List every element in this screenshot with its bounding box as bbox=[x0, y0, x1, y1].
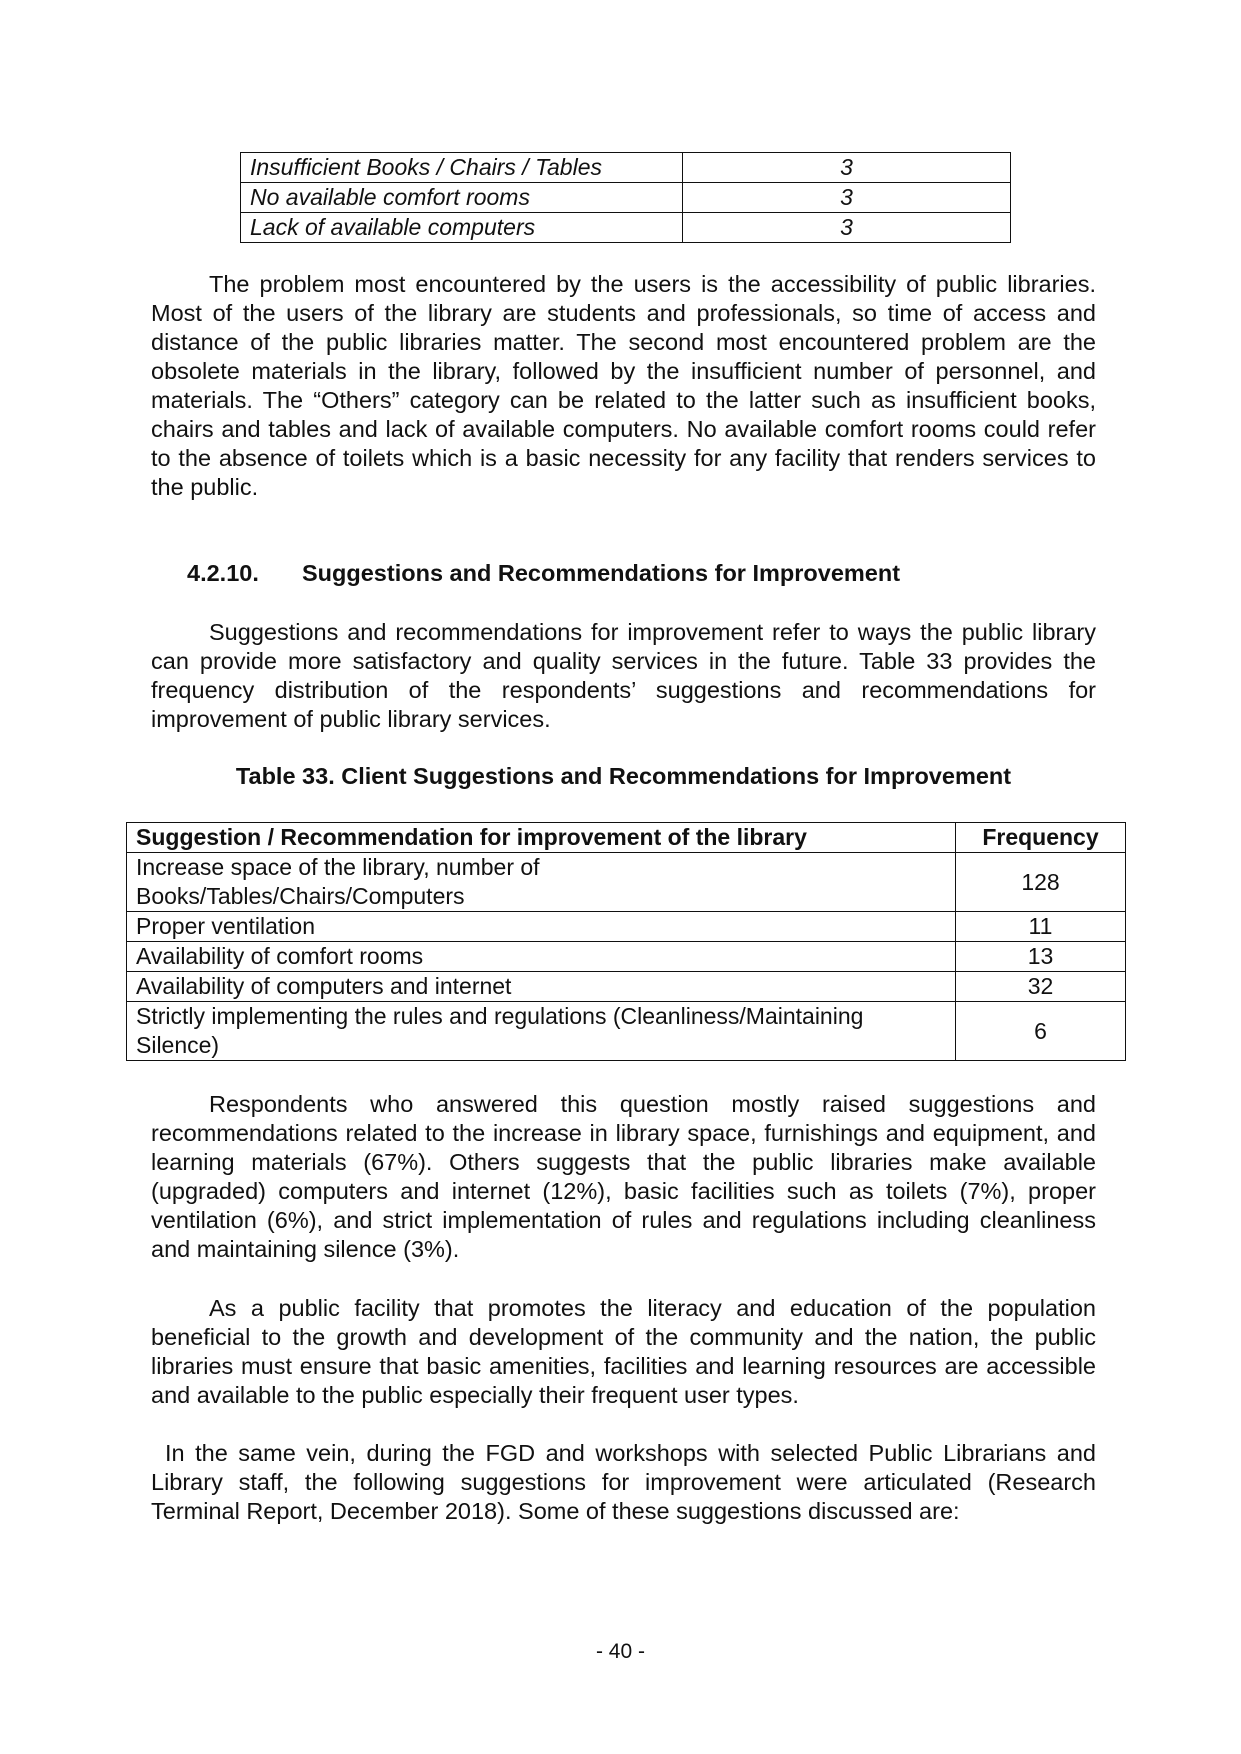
suggestion-cell: Availability of comfort rooms bbox=[127, 942, 956, 972]
frequency-cell: 32 bbox=[956, 972, 1126, 1002]
section-title: Suggestions and Recommendations for Improvement bbox=[302, 560, 901, 586]
section-heading bbox=[187, 560, 1087, 587]
problem-count: 3 bbox=[683, 153, 1011, 183]
paragraph-public-facility: As a public facility that promotes the literacy and education of the population beneficial to the growth and development of the community and the nation, the public libraries must ensure that basic amenities, facilities and learning resources are accessible and available to the public especially their frequent user types. bbox=[151, 1295, 1096, 1408]
suggestions-table bbox=[126, 822, 1126, 1061]
paragraph-fgd-suggestions: In the same vein, during the FGD and workshops with selected Public Librarians and Library staff, the following suggestions for improvement were articulated (Research Terminal Report, December 2018). Some of these suggestions discussed are: bbox=[151, 1440, 1096, 1524]
page-number: - 40 - bbox=[595, 1640, 645, 1663]
table-row bbox=[241, 153, 1011, 183]
table-row bbox=[127, 853, 1126, 912]
header-suggestion: Suggestion / Recommendation for improvement of the library bbox=[127, 823, 956, 853]
table-row bbox=[241, 183, 1011, 213]
paragraph-suggestions-intro: Suggestions and recommendations for improvement refer to ways the public library can provide more satisfactory and quality services in the future. Table 33 provides the frequency distribution of the respondents’ suggestions and recommendations for improvement of public library services. bbox=[151, 619, 1096, 732]
frequency-cell: 13 bbox=[956, 942, 1126, 972]
continued-problems-table bbox=[240, 152, 1011, 243]
header-frequency: Frequency bbox=[956, 823, 1126, 853]
paragraph-respondents-summary: Respondents who answered this question mostly raised suggestions and recommendations related to the increase in library space, furnishings and equipment, and learning materials (67%). Others suggests that the public libraries make available (upgraded) computers and internet (12%), basic facilities such as toilets (7%), proper ventilation (6%), and strict implementation of rules and regulations including cleanliness and maintaining silence (3%). bbox=[151, 1091, 1096, 1262]
suggestion-cell: Increase space of the library, number of Books/Tables/Chairs/Computers bbox=[127, 853, 956, 912]
table-caption: Table 33. Client Suggestions and Recommendations for Improvement bbox=[235, 763, 1012, 789]
paragraph-problems-discussion: The problem most encountered by the users is the accessibility of public libraries. Most of the users of the library are students and professionals, so time of access and distance of the public libraries matter. The second most encountered problem are the obsolete materials in the library, followed by the insufficient number of personnel, and materials. The “Others” category can be related to the latter such as insufficient books, chairs and tables and lack of available computers. No available comfort rooms could refer to the absence of toilets which is a basic necessity for any facility that renders services to the public. bbox=[151, 271, 1096, 500]
problem-count: 3 bbox=[683, 183, 1011, 213]
table-header-row bbox=[127, 823, 1126, 853]
frequency-cell: 128 bbox=[956, 853, 1126, 912]
problem-count: 3 bbox=[683, 213, 1011, 243]
problem-label: Lack of available computers bbox=[241, 213, 683, 243]
table-row bbox=[127, 912, 1126, 942]
table-row bbox=[127, 972, 1126, 1002]
section-number: 4.2.10. bbox=[187, 560, 259, 586]
frequency-cell: 11 bbox=[956, 912, 1126, 942]
frequency-cell: 6 bbox=[956, 1002, 1126, 1061]
table-row bbox=[127, 1002, 1126, 1061]
table-row bbox=[127, 942, 1126, 972]
suggestion-cell: Availability of computers and internet bbox=[127, 972, 956, 1002]
suggestion-cell: Strictly implementing the rules and regulations (Cleanliness/Maintaining Silence) bbox=[127, 1002, 956, 1061]
problem-label: Insufficient Books / Chairs / Tables bbox=[241, 153, 683, 183]
table-row bbox=[241, 213, 1011, 243]
suggestion-cell: Proper ventilation bbox=[127, 912, 956, 942]
problem-label: No available comfort rooms bbox=[241, 183, 683, 213]
